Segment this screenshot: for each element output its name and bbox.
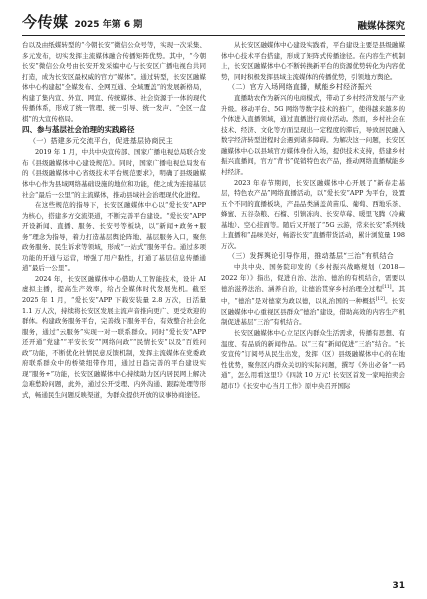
subsection-heading: （二）官方入场网络直播，赋能乡村经济振兴 <box>228 83 372 92</box>
paragraph: 在这些规范的指导下，长安区融媒体中心以“爱长安”APP 为核心，搭建多方交流渠道，不断完善平台建设。“爱长安”APP 开设新闻、直播、服务、长安号等板块，以“新闻+政务+服务”理念为指导，着力打造基层舆论阵地、基层服务入口，聚焦政务服务、民生诉求等领域，形成“一站式”服务平台。通过多项功能的开通与运营，增强了用户黏性，打通了基层信息传播通道“最后一公里”。 <box>22 201 206 273</box>
paragraph-text: 。长安区融媒体中心重视区县群众“德治”建设，借助高效的内容生产机制促进基层“三治”有机结合。 <box>221 297 405 327</box>
paragraph: 2024 年，长安区融媒体中心借助人工智能技术，设计 AI 虚拟主播，提高生产效率，给占全媒体时代发展先机。截至 2025 年 1 月，“爱长安”APP 下载安装量 2.8 万次，日活量 1.1 万人次，持续将长安区发展主流声音推向更广、更受欢迎的群体。构建政务服务平台，完善线下服务平台，有效整合社会化服务，通过“云服务”实现一对一联系群众。同时“爱长安”APP 还开通“党建”“平安长安”“网络问政”“民情长安”以及“百姓问政”功能，不断优化社情民意反馈机制，发挥主流媒体在党委政府联系群众中的桥梁纽带作用，通过日趋完善的平台建设实现“服务+”功能，长安区融媒体中心持续助力区内居民网上解决急难愁盼问题，此外，通过公开受理、内外沟通、跟踪处理等形式，畅通民生问题反映渠道，为群众提供开放的议事协商途径。 <box>22 274 206 399</box>
subsection-heading: （三）发挥舆论引导作用，推动基层“三治”有机结合 <box>228 252 394 261</box>
page-header <box>22 10 405 36</box>
right-column <box>221 40 405 391</box>
paragraph: 2023 年春节期间，长安区融媒体中心开展了“新春走基层，特色农产品”网络直播活动，以“爱长安”APP 为平台，设置五个不同的直播板块，产品品类涵盖黄苗瓜、葡萄、西地乐茶、蜂蜜、五谷杂粮、石榴、引镇冻肉、长安草莓、暖里飞腾（冷藏基地）、空心挂面等。随后又开展了“5G 云游，常来长安”系列线上直播和“品味美好，畅游长安”直播带货活动，累计浏览量 198 万次。 <box>221 178 405 250</box>
subsection-heading: （一）搭建多元交流平台，促进基层协商民主 <box>29 137 173 146</box>
paragraph: 2019 年 1 月，中共中央宣传部、国家广播电视总局联合发布《县级融媒体中心建设规范》。同时，国家广播电视总局发布的《县级融媒体中心省级技术平台规范要求》，明确了县级融媒体中心作为县域网络基础设施的地位和功能，使之成为连接基层社会“最后一公里”的主流媒体，推动县域社会治理现代化进程。 <box>22 148 206 199</box>
citation-ref: [12] <box>375 297 385 303</box>
paragraph: 直播助农作为新兴的电商模式，带动了乡村经济发展与产业升级。移动平台、5G 网络等数字技术的推广，使得越来越多的个体进入直播领域，通过直播进行商业活动。然而，乡村社会在技术、经济、文化等方面呈现出一定程度的滞后，导致居民融入数字经济转型进程时会遇到诸多障碍。为解决这一问题，长安区融媒体中心以县域官方媒体身份入场，提供技术支持，搭建乡村振兴直播间，官方“背书”促销特色农产品，推动网络直播赋能乡村经济。 <box>221 94 405 177</box>
paragraph: 台以及由纸媒转型的“今朝长安”微信公众号等，实现一次采集、多元发布，切实发挥主流媒体融合传播矩阵优势。其中，“今朝长安”微信公众号由长安开发采编中心与长安区广播电视台共同打造，成为长安区最权威的官方“媒体”。通过转型，长安区融媒体中心构建起“全媒发布、全网互通、全域覆盖”的发展新格局，构建了集内宣、外宣、网宣、传统媒体、社会资源于一体的现代传播体系，形成了统一管理、统一引导、统一发声、“全区一盘棋”的大宣传格局。 <box>22 41 206 123</box>
journal-title: 今传媒 <box>22 13 69 31</box>
left-column <box>22 40 206 401</box>
section-heading: 四、参与基层社会治理的实践路径 <box>22 125 135 135</box>
paragraph: 长安区融媒体中心立足区内群众生活需求，传播有思想、有温度、有品质的新闻作品。以“三有”新闻促进“三治”结合。“长安宣传”订阅号从民生出发，发挥（区）县级融媒体中心的在地性优势，聚焦区内群众关切的实际问题，撰写《外出必备“一码通”，怎么用看这里!》《四款 10 万元! 长安区首发一家吨拍卖会超市!》《长安中心当月工作》原中央召开国际 <box>221 328 405 390</box>
page-number: 31 <box>392 581 405 591</box>
paragraph: 从长安区融媒体中心建设实践看，平台建设主要是县级融媒体中心技术平台搭建，形成了矩阵式传播途径。在内容生产机制上，长安区融媒体中心不断转换新平台的资源优势转化为内容优势，同时积极发挥县域主流媒体的传播优势，引领地方舆论。 <box>221 41 405 81</box>
column-name: 融媒体探究 <box>357 21 405 32</box>
citation-ref: [11] <box>382 285 392 291</box>
paragraph <box>221 262 405 328</box>
issue-label: 2025 年第 6 期 <box>74 20 143 30</box>
paragraph-text: 。其中，“德治”是对德家为政以德，以礼治国的一种概括 <box>221 285 406 306</box>
journal-brand <box>22 11 142 32</box>
paragraph-text: 中共中央、国务院印发的《乡村振兴战略规划（2018—2022 年）》指出，促进自治、法治、德治的有机结合，需要以德治滋养法治、涵养自治，让德治贯穿乡村治理全过程 <box>221 263 405 294</box>
